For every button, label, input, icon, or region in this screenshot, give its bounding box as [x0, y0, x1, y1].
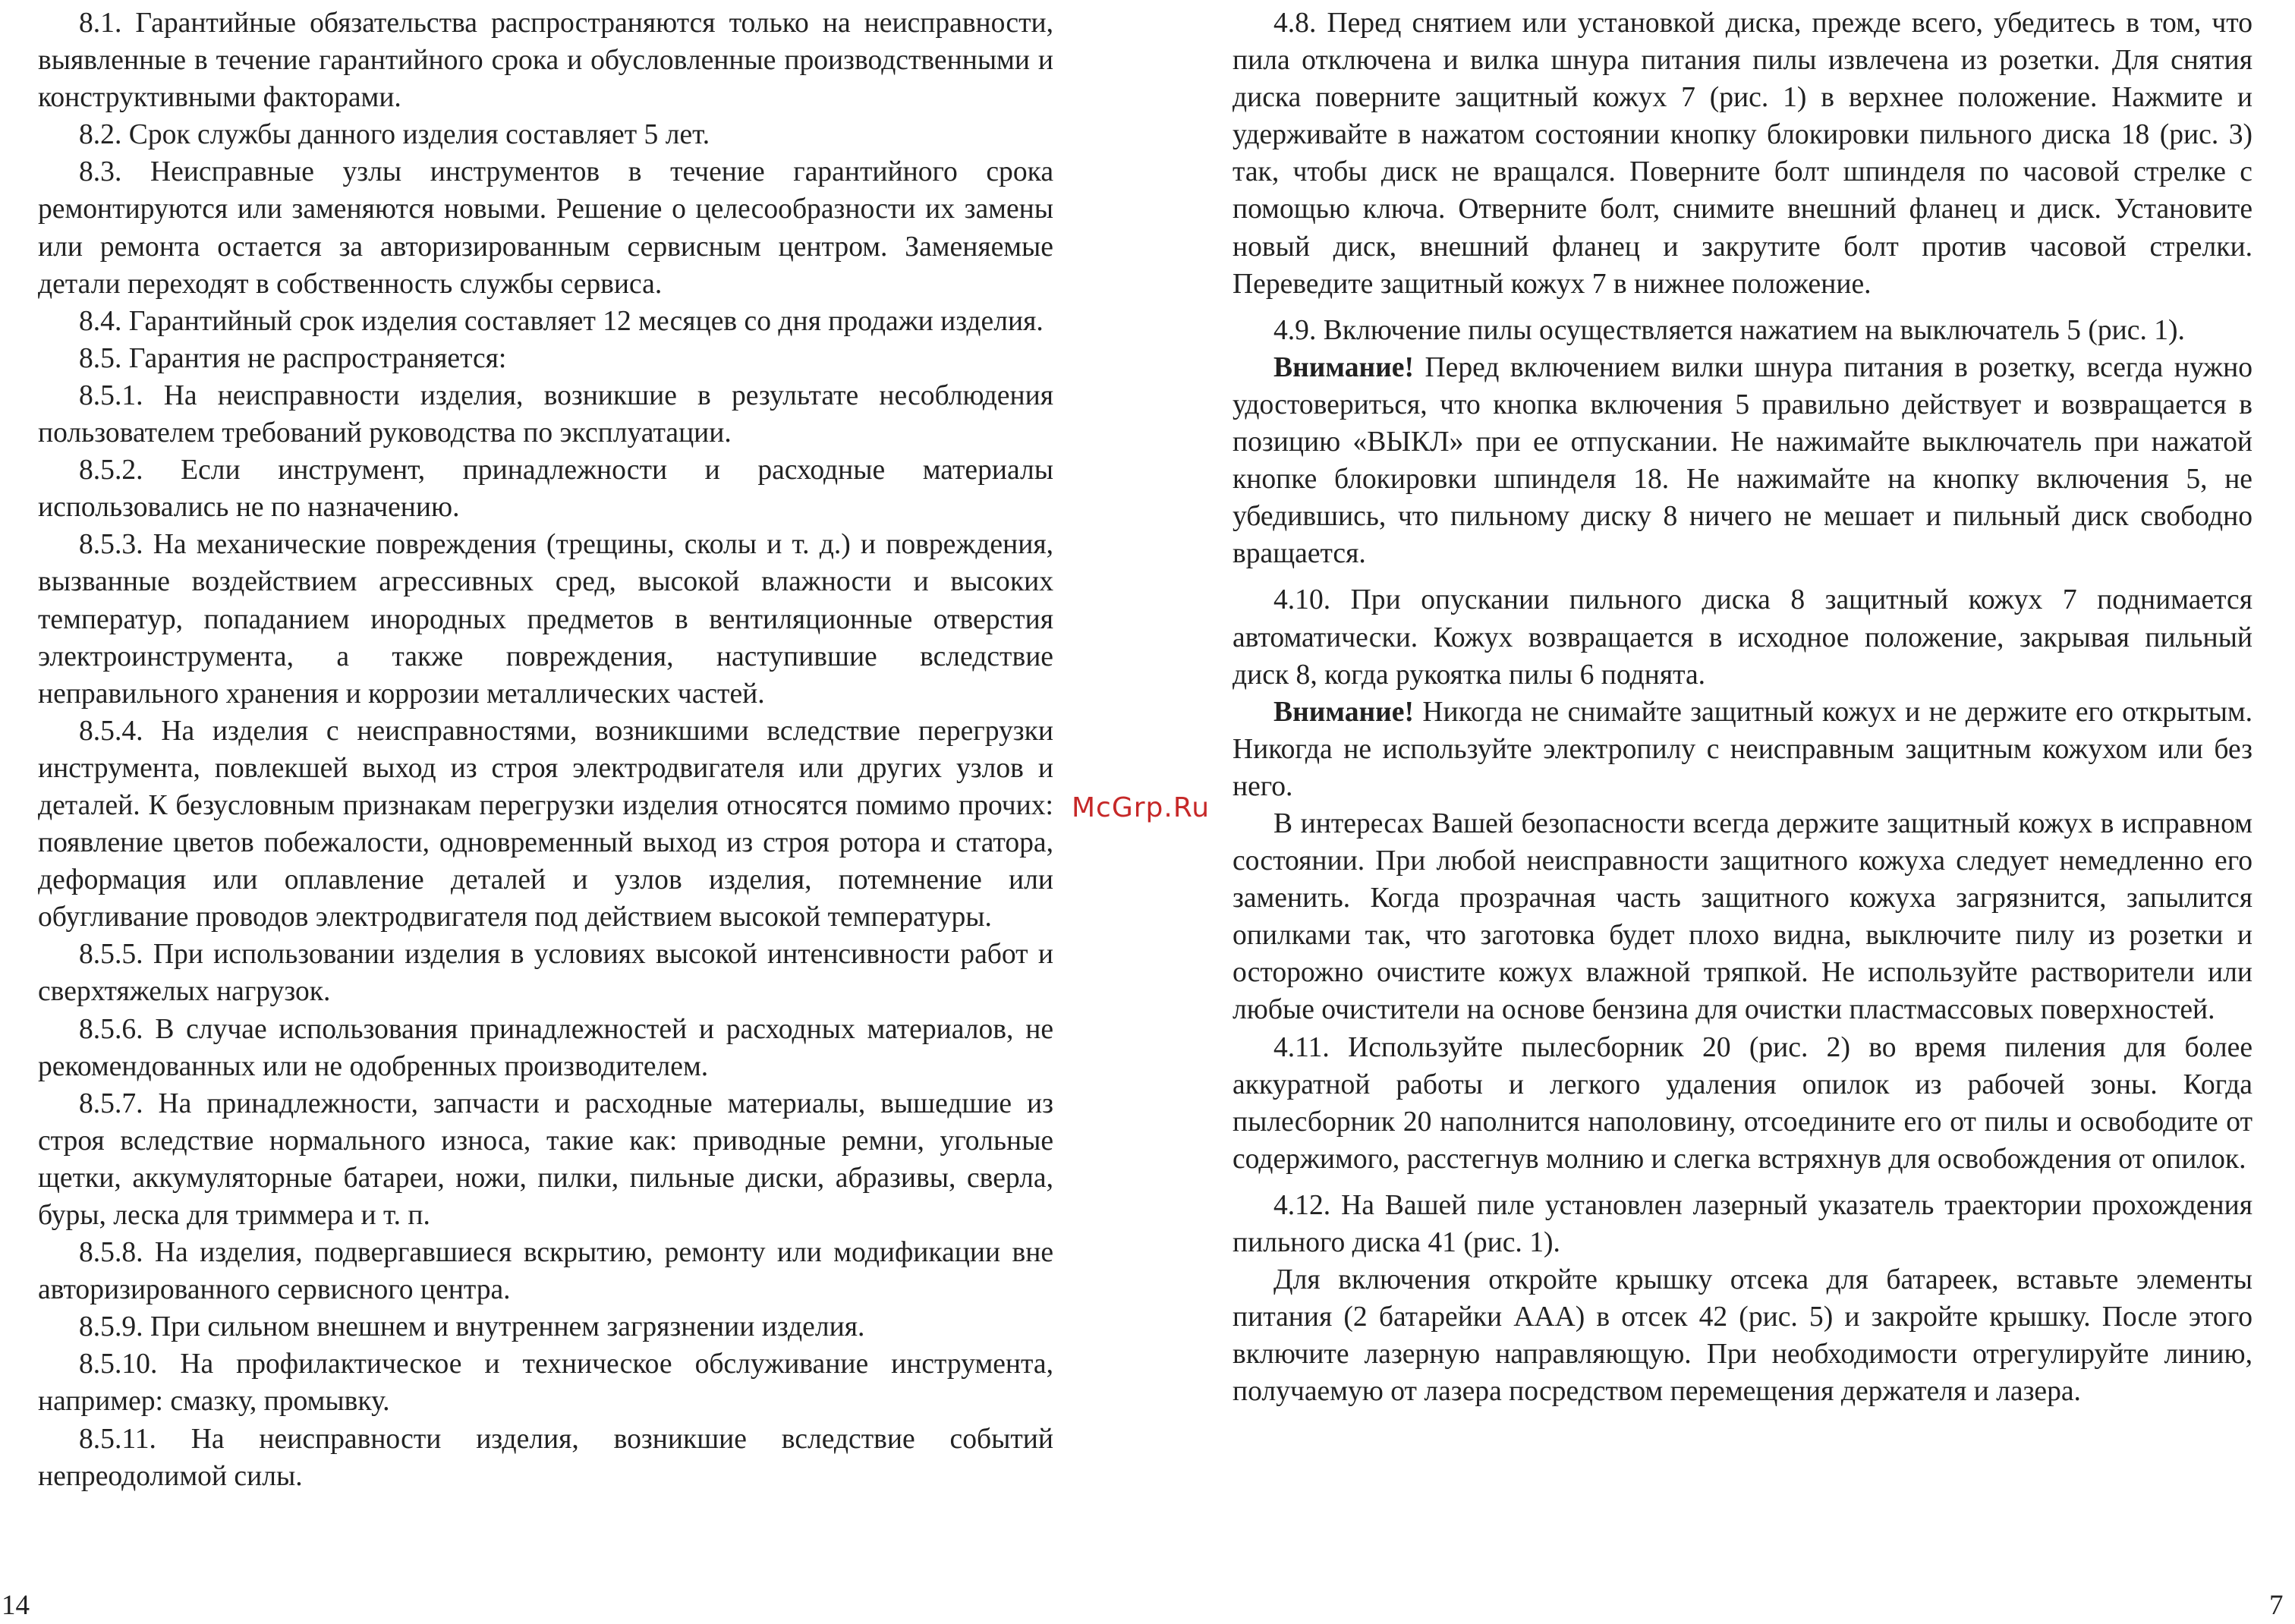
page-number-right: 7: [2269, 1590, 2284, 1621]
warning-text: Никогда не снимайте защитный кожух и не держите его открытым. Никогда не используйте электропилу с неисправным защитным кожухом или без него.: [1232, 696, 2252, 802]
paragraph-gap: [1232, 303, 2252, 312]
warning-2: [1232, 694, 2252, 805]
warranty-8-5-4: 8.5.4. На изделия с неисправностями, возникшими вследствие перегрузки инструмента, повлекшей выход из строя электродвигателя или других узлов и деталей. К безусловным признакам перегрузки изделия относятся помимо прочих: появление цветов побежалости, одновременный выход из строя ротора и статора, деформация или оплавление деталей и узлов изделия, потемнение или обугливание проводов электродвигателя под действием высокой температуры.: [38, 715, 1053, 933]
instruction-4-10: 4.10. При опускании пильного диска 8 защитный кожух 7 поднимается автоматически. Кожух возвращается в исходное положение, закрывая пильный диск 8, когда рукоятка пилы 6 поднята.: [1232, 584, 2252, 691]
warranty-8-5-8: 8.5.8. На изделия, подвергавшиеся вскрытию, ремонту или модификации вне авторизированного сервисного центра.: [38, 1237, 1053, 1306]
safety-paragraph: В интересах Вашей безопасности всегда держите защитный кожух в исправном состоянии. При любой неисправности защитного кожуха следует немедленно его заменить. Когда прозрачная часть защитного кожуха загрязнится, запылится опилками так, что заготовка будет плохо видна, выключите пилу из розетки и осторожно очистите кожух влажной тряпкой. Не используйте растворители или любые очистители на основе бензина для очистки пластмассовых поверхностей.: [1232, 807, 2252, 1026]
page-number-left: 14: [2, 1590, 30, 1621]
warning-label: Внимание!: [1273, 351, 1414, 383]
watermark[interactable]: McGrp.Ru: [1072, 792, 1210, 823]
warranty-8-3: 8.3. Неисправные узлы инструментов в течение гарантийного срока ремонтируются или заменяются новыми. Решение о целесообразности их замены или ремонта остается за авторизированным сервисным центром. Заменяемые детали переходят в собственность службы сервиса.: [38, 156, 1053, 300]
laser-paragraph: Для включения откройте крышку отсека для батареек, вставьте элементы питания (2 батарейки ААА) в отсек 42 (рис. 5) и закройте крышку. После этого включите лазерную направляющую. При необходимости отрегулируйте линию, получаемую от лазера посредством перемещения держателя и лазера.: [1232, 1264, 2252, 1408]
warranty-8-5-3: 8.5.3. На механические повреждения (трещины, сколы и т. д.) и повреждения, вызванные воздействием агрессивных сред, высокой влажности и высоких температур, попаданием инородных предметов в вентиляционные отверстия электроинструмента, а также повреждения, наступившие вследствие неправильного хранения и коррозии металлических частей.: [38, 529, 1053, 710]
warranty-8-5-5: 8.5.5. При использовании изделия в условиях высокой интенсивности работ и сверхтяжелых нагрузок.: [38, 939, 1053, 1008]
instruction-4-12: 4.12. На Вашей пиле установлен лазерный указатель траектории прохождения пильного диска 41 (рис. 1).: [1232, 1189, 2252, 1258]
warranty-8-5-11: 8.5.11. На неисправности изделия, возникшие вследствие событий непреодолимой силы.: [38, 1423, 1053, 1492]
warranty-8-5-7: 8.5.7. На принадлежности, запчасти и расходные материалы, вышедшие из строя вследствие нормального износа, такие как: приводные ремни, угольные щетки, аккумуляторные батареи, ножи, пилки, пильные диски, абразивы, сверла, буры, леска для триммера и т. п.: [38, 1087, 1053, 1231]
warranty-8-4: 8.4. Гарантийный срок изделия составляет 12 месяцев со дня продажи изделия.: [79, 305, 1044, 337]
warning-text: Перед включением вилки шнура питания в розетку, всегда нужно удостовериться, что кнопка включения 5 правильно действует и возвращается в позицию «ВЫКЛ» при ее отпускании. Не нажимайте выключатель при нажатой кнопке блокировки шпинделя 18. Не нажимайте на кнопку включения 5, не убедившись, что пильному диску 8 ничего не мешает и пильный диск свободно вращается.: [1232, 351, 2252, 570]
warning-1: [1232, 349, 2252, 573]
warranty-8-5-6: 8.5.6. В случае использования принадлежностей и расходных материалов, не рекомендованных или не одобренных производителем.: [38, 1013, 1053, 1082]
instruction-4-9: 4.9. Включение пилы осуществляется нажатием на выключатель 5 (рис. 1).: [1273, 314, 2185, 346]
warranty-8-5-1: 8.5.1. На неисправности изделия, возникшие в результате несоблюдения пользователем требований руководства по эксплуатации.: [38, 379, 1053, 449]
warning-label: Внимание!: [1273, 696, 1414, 728]
warranty-8-5-9: 8.5.9. При сильном внешнем и внутреннем загрязнении изделия.: [79, 1311, 865, 1343]
warranty-8-5: 8.5. Гарантия не распространяется:: [79, 342, 507, 374]
warranty-8-1: 8.1. Гарантийные обязательства распространяются только на неисправности, выявленные в течение гарантийного срока и обусловленные производственными и конструктивными факторами.: [38, 8, 1053, 114]
instruction-4-8: 4.8. Перед снятием или установкой диска, прежде всего, убедитесь в том, что пила отключена и вилка шнура питания пилы извлечена из розетки. Для снятия диска поверните защитный кожух 7 (рис. 1) в верхнее положение. Нажмите и удерживайте в нажатом состоянии кнопку блокировки пильного диска 18 (рис. 3) так, чтобы диск не вращался. Поверните болт шпинделя по часовой стрелке с помощью ключа. Отверните болт, снимите внешний фланец и диск. Установите новый диск, внешний фланец и закрутите болт против часовой стрелки. Переведите защитный кожух 7 в нижнее положение.: [1232, 8, 2252, 300]
warranty-8-5-10: 8.5.10. На профилактическое и техническое обслуживание инструмента, например: смазку, промывку.: [38, 1349, 1053, 1418]
warranty-8-5-2: 8.5.2. Если инструмент, принадлежности и расходные материалы использовались не по назначению.: [38, 455, 1053, 524]
right-page-text: [1232, 5, 2252, 1410]
instruction-4-11: 4.11. Используйте пылесборник 20 (рис. 2) во время пиления для более аккуратной работы и легкого удаления опилок из рабочей зоны. Когда пылесборник 20 наполнится наполовину, отсоедините его от пилы и освободите от содержимого, расстегнув молнию и слегка встряхнув для освобождения от опилок.: [1232, 1031, 2252, 1175]
paragraph-gap: [1232, 572, 2252, 581]
warranty-8-2: 8.2. Срок службы данного изделия составляет 5 лет.: [79, 119, 710, 151]
left-page-text: [38, 5, 1053, 1495]
paragraph-gap: [1232, 1178, 2252, 1187]
